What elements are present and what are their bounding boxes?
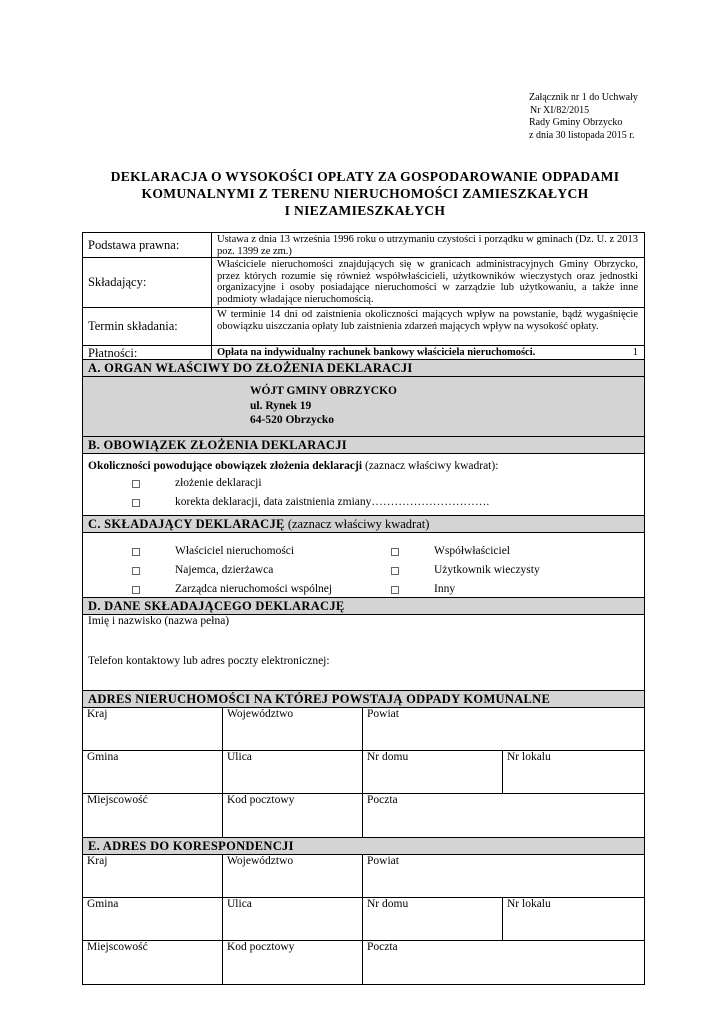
obligation-box xyxy=(83,454,644,516)
address-row xyxy=(83,898,644,941)
post-office-field[interactable]: Poczta xyxy=(367,941,398,953)
postal-code-field[interactable]: Kod pocztowy xyxy=(223,794,363,837)
info-value: W terminie 14 dni od zaistnienia okoliczności mających wpływ na powstanie, bądź wygaśnięcie obowiązku uiszczania opłaty lub zaistnienia zdarzeń mających wpływ na wysokość opłaty. xyxy=(217,309,638,332)
submitter-data-box xyxy=(83,615,644,691)
page-number: 1 xyxy=(632,347,638,358)
section-a-heading: A. ORGAN WŁAŚCIWY DO ZŁOŻENIA DEKLARACJI xyxy=(83,360,644,377)
info-label: Składający: xyxy=(83,258,212,307)
info-row-deadline xyxy=(83,308,644,346)
checkbox[interactable] xyxy=(132,548,140,556)
option-label: Współwłaściciel xyxy=(434,545,511,557)
locality-field[interactable]: Miejscowość xyxy=(83,794,223,837)
title-line-1: DEKLARACJA O WYSOKOŚCI OPŁATY ZA GOSPODAROWANIE ODPADAMI xyxy=(110,169,620,184)
voivodeship-field[interactable]: Województwo xyxy=(223,708,363,750)
street-field[interactable]: Ulica xyxy=(223,898,363,940)
obligation-question xyxy=(88,460,498,472)
info-label: Podstawa prawna: xyxy=(83,233,212,257)
authority-name: WÓJT GMINY OBRZYCKO xyxy=(250,385,397,397)
submitter-type-box xyxy=(83,533,644,598)
checkbox[interactable] xyxy=(391,567,399,575)
country-field[interactable]: Kraj xyxy=(83,855,223,897)
authority-street: ul. Rynek 19 xyxy=(250,399,312,412)
option-label: Właściciel nieruchomości xyxy=(175,545,295,557)
checkbox[interactable] xyxy=(132,586,140,594)
info-row-payments xyxy=(83,346,644,360)
question-bold: Okoliczności powodujące obowiązek złożenia deklaracji xyxy=(88,460,363,472)
contact-field[interactable]: Telefon kontaktowy lub adres poczty elektronicznej: xyxy=(88,655,330,667)
resolution-number: Nr XI/82/2015 xyxy=(530,104,590,116)
commune-field[interactable]: Gmina xyxy=(83,751,223,793)
option-correction[interactable] xyxy=(175,496,489,508)
info-label: Płatności: xyxy=(83,346,212,359)
address-row xyxy=(83,751,644,794)
info-row-submitter xyxy=(83,258,644,308)
option-label: korekta deklaracji, data zaistnienia zmiany…………………………. xyxy=(175,496,490,508)
info-value xyxy=(212,346,644,359)
info-value: Właściciele nieruchomości znajdujących się w granicach administracyjnych Gminy Obrzycko, przez których rozumie się również współwłaścicieli, użytkowników wieczystych oraz jednostki organizacyjne i osoby posiadające nieruchomości w zarządzie lub użytkowaniu, a także inne podmioty władające nieruchomością. xyxy=(217,259,638,305)
resolution-date: z dnia 30 listopada 2015 r. xyxy=(529,129,635,141)
locality-field[interactable]: Miejscowość xyxy=(83,941,223,984)
option-label: złożenie deklaracji xyxy=(175,477,262,489)
checkbox[interactable] xyxy=(132,567,140,575)
option-other[interactable] xyxy=(434,583,455,595)
payment-text: Opłata na indywidualny rachunek bankowy właściciela nieruchomości. xyxy=(217,347,536,358)
title-line-2: KOMUNALNYMI Z TERENU NIERUCHOMOŚCI ZAMIESZKAŁYCH xyxy=(141,186,589,201)
checkbox[interactable] xyxy=(391,548,399,556)
county-field[interactable]: Powiat xyxy=(367,855,399,867)
post-office-field[interactable]: Poczta xyxy=(367,794,398,806)
info-value: Ustawa z dnia 13 września 1996 roku o utrzymaniu czystości i porządku w gminach (Dz. U. z 2013 poz. 1399 ze zm.) xyxy=(217,234,638,257)
address-row xyxy=(83,708,644,751)
info-row-legal-basis xyxy=(83,233,644,258)
info-label: Termin składania: xyxy=(83,308,212,345)
section-c-heading xyxy=(83,516,644,533)
correspondence-address-grid xyxy=(83,855,644,984)
section-b-heading: B. OBOWIĄZEK ZŁOŻENIA DEKLARACJI xyxy=(83,437,644,454)
house-number-field[interactable]: Nr domu xyxy=(363,898,503,940)
apartment-number-field[interactable]: Nr lokalu xyxy=(507,751,551,763)
checkbox[interactable] xyxy=(391,586,399,594)
section-c-title: C. SKŁADAJĄCY DEKLARACJĘ xyxy=(88,517,285,531)
checkbox[interactable] xyxy=(132,480,140,488)
country-field[interactable]: Kraj xyxy=(83,708,223,750)
checkbox[interactable] xyxy=(132,499,140,507)
option-tenant[interactable] xyxy=(175,564,273,576)
address-row xyxy=(83,941,644,984)
option-label: Zarządca nieruchomości wspólnej xyxy=(175,583,333,595)
declaration-form xyxy=(82,232,645,985)
authority-box xyxy=(83,377,644,437)
option-perpetual-user[interactable] xyxy=(434,564,540,576)
option-submission[interactable] xyxy=(175,477,262,489)
property-address-heading: ADRES NIERUCHOMOŚCI NA KTÓREJ POWSTAJĄ ODPADY KOMUNALNE xyxy=(83,691,644,708)
section-e-heading: E. ADRES DO KORESPONDENCJI xyxy=(83,838,644,855)
property-address-grid xyxy=(83,708,644,838)
name-field[interactable]: Imię i nazwisko (nazwa pełna) xyxy=(88,615,230,627)
option-label: Użytkownik wieczysty xyxy=(434,564,540,576)
attachment-line: Załącznik nr 1 do Uchwały xyxy=(529,92,638,103)
option-owner[interactable] xyxy=(175,545,294,557)
house-number-field[interactable]: Nr domu xyxy=(363,751,503,793)
county-field[interactable]: Powiat xyxy=(367,708,399,720)
section-c-note: (zaznacz właściwy kwadrat) xyxy=(284,517,430,531)
question-note: (zaznacz właściwy kwadrat): xyxy=(362,460,499,472)
council-name: Rady Gminy Obrzycko xyxy=(529,117,623,128)
commune-field[interactable]: Gmina xyxy=(83,898,223,940)
street-field[interactable]: Ulica xyxy=(223,751,363,793)
address-row xyxy=(83,794,644,837)
option-label: Najemca, dzierżawca xyxy=(175,564,274,576)
option-label: Inny xyxy=(434,583,456,595)
title-line-3: I NIEZAMIESZKAŁYCH xyxy=(284,203,446,218)
apartment-number-field[interactable]: Nr lokalu xyxy=(507,898,551,910)
option-co-owner[interactable] xyxy=(434,545,510,557)
address-row xyxy=(83,855,644,898)
voivodeship-field[interactable]: Województwo xyxy=(223,855,363,897)
authority-city: 64-520 Obrzycko xyxy=(250,414,335,426)
option-manager[interactable] xyxy=(175,583,332,595)
postal-code-field[interactable]: Kod pocztowy xyxy=(223,941,363,984)
section-d-heading: D. DANE SKŁADAJĄCEGO DEKLARACJĘ xyxy=(83,598,644,615)
attachment-note xyxy=(529,92,638,142)
document-title xyxy=(60,168,670,219)
